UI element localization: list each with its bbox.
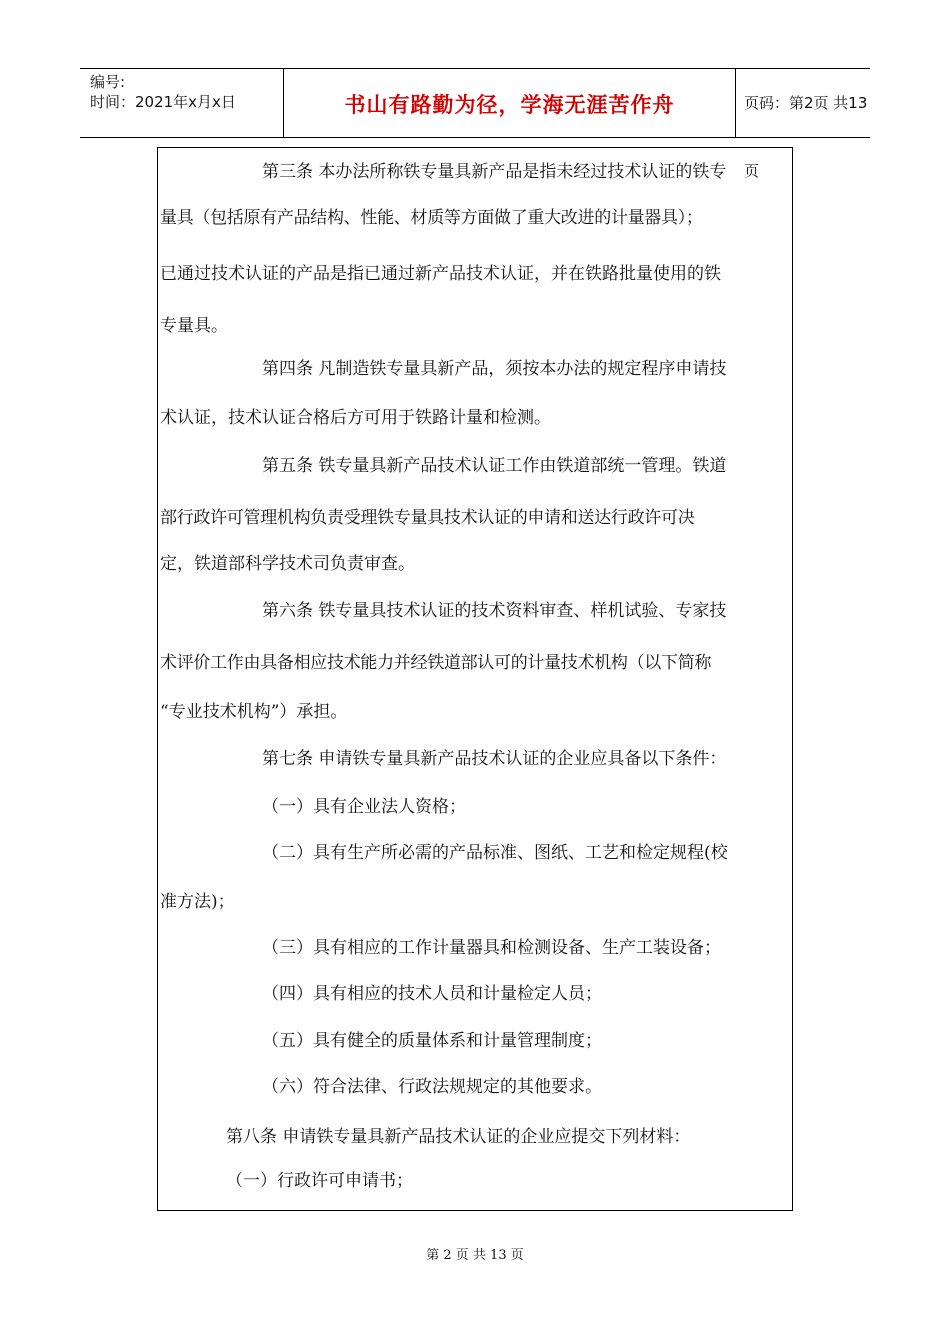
document-time-label: 时间：2021年x月x日 bbox=[90, 93, 236, 111]
body-line: （一）行政许可申请书； bbox=[226, 1171, 413, 1191]
body-line: 术评价工作由具备相应技术能力并经铁道部认可的计量技术机构（以下简称 bbox=[160, 653, 712, 673]
body-line: 准方法)； bbox=[160, 892, 235, 912]
body-line: 量具（包括原有产品结构、性能、材质等方面做了重大改进的计量器具）； bbox=[160, 208, 703, 228]
document-number-label: 编号: bbox=[90, 73, 126, 91]
body-line: 第五条 铁专量具新产品技术认证工作由铁道部统一管理。铁道 bbox=[262, 456, 727, 476]
header-motto-cell bbox=[284, 69, 736, 137]
body-line: （一）具有企业法人资格； bbox=[262, 797, 466, 817]
body-line: 专量具。 bbox=[160, 316, 228, 336]
header-page-cell bbox=[736, 69, 870, 180]
body-line: 部行政许可管理机构负责受理铁专量具技术认证的申请和送达行政许可决 bbox=[160, 508, 695, 528]
page-footer: 第 2 页 共 13 页 bbox=[426, 1248, 524, 1263]
body-line: （二）具有生产所必需的产品标准、图纸、工艺和检定规程(校 bbox=[262, 843, 728, 863]
header-page-number: 页码：第2页 共13页 bbox=[744, 94, 868, 180]
body-line: 第三条 本办法所称铁专量具新产品是指未经过技术认证的铁专 bbox=[262, 162, 727, 182]
body-line: 已通过技术认证的产品是指已通过新产品技术认证，并在铁路批量使用的铁 bbox=[160, 264, 721, 284]
body-line: （五）具有健全的质量体系和计量管理制度； bbox=[262, 1031, 602, 1051]
body-line: 第七条 申请铁专量具新产品技术认证的企业应具备以下条件： bbox=[262, 749, 727, 769]
body-line: 术认证，技术认证合格后方可用于铁路计量和检测。 bbox=[160, 408, 551, 428]
body-line: 第六条 铁专量具技术认证的技术资料审查、样机试验、专家技 bbox=[262, 601, 727, 621]
body-line: “专业技术机构”）承担。 bbox=[160, 702, 348, 722]
body-line: （四）具有相应的技术人员和计量检定人员； bbox=[262, 984, 602, 1004]
body-line: （三）具有相应的工作计量器具和检测设备、生产工装设备； bbox=[262, 938, 721, 958]
body-line: 第四条 凡制造铁专量具新产品，须按本办法的规定程序申请技 bbox=[262, 359, 727, 379]
header-motto: 书山有路勤为径，学海无涯苦作舟 bbox=[344, 93, 675, 117]
body-line: （六）符合法律、行政法规规定的其他要求。 bbox=[262, 1077, 602, 1097]
body-line: 定，铁道部科学技术司负责审查。 bbox=[160, 554, 415, 574]
header-info-cell bbox=[80, 69, 284, 137]
body-line: 第八条 申请铁专量具新产品技术认证的企业应提交下列材料： bbox=[226, 1127, 691, 1147]
